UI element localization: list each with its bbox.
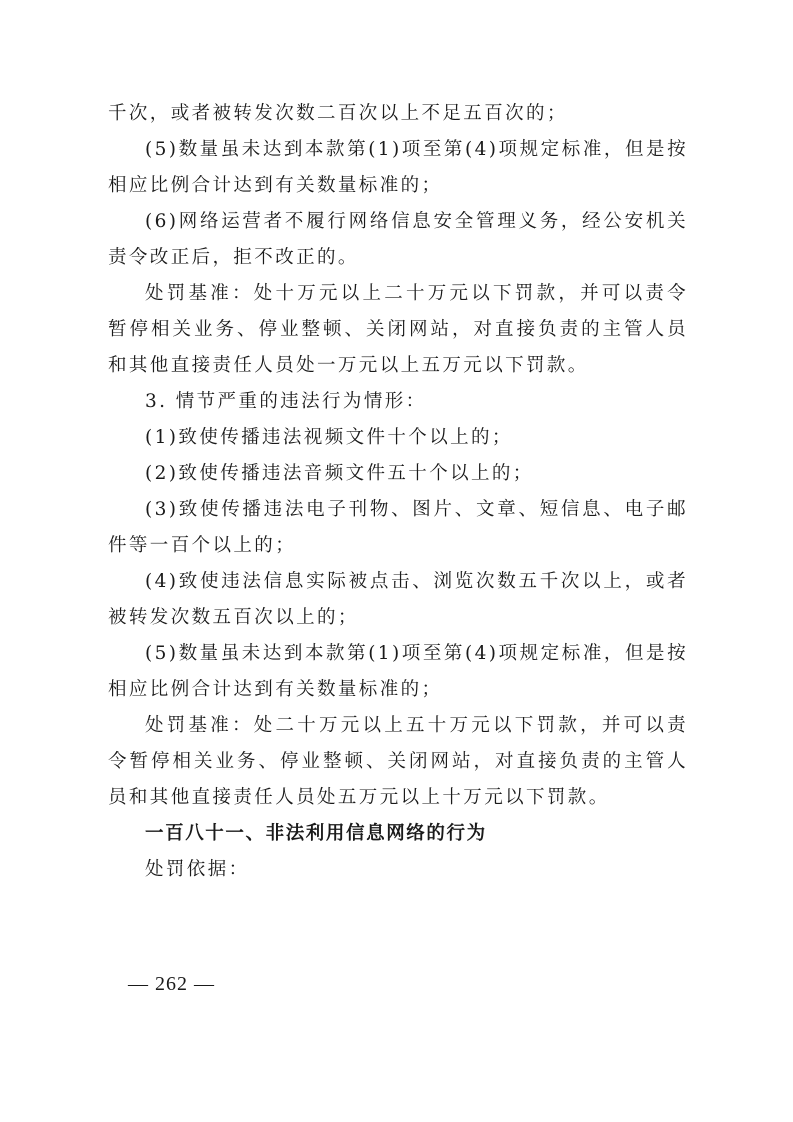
paragraph-item-5-standard: (5)数量虽未达到本款第(1)项至第(4)项规定标准，但是按相应比例合计达到有关数量标准的；: [108, 139, 688, 196]
paragraph-serious-cases-title: 3. 情节严重的违法行为情形：: [145, 391, 427, 412]
paragraph-serious-item-4: (4)致使违法信息实际被点击、浏览次数五千次以上，或者被转发次数五百次以上的；: [108, 571, 688, 628]
paragraph-serious-item-3: (3)致使传播违法电子刊物、图片、文章、短信息、电子邮件等一百个以上的；: [108, 499, 688, 556]
paragraph-serious-item-2: (2)致使传播违法音频文件五十个以上的；: [145, 463, 534, 484]
page-number: — 262 —: [128, 973, 215, 995]
paragraph-serious-item-1: (1)致使传播违法视频文件十个以上的；: [145, 427, 513, 448]
document-body: [108, 96, 688, 888]
paragraph-penalty-basis-serious: 处罚基准：处二十万元以上五十万元以下罚款，并可以责令暂停相关业务、停业整顿、关闭网站，对直接负责的主管人员和其他直接责任人员处五万元以上十万元以下罚款。: [108, 715, 688, 808]
paragraph-continuation: 千次，或者被转发次数二百次以上不足五百次的；: [108, 103, 568, 124]
basis-label: 处罚依据：: [145, 859, 250, 880]
section-heading: 一百八十一、非法利用信息网络的行为: [145, 823, 487, 844]
paragraph-serious-item-5: (5)数量虽未达到本款第(1)项至第(4)项规定标准，但是按相应比例合计达到有关数量标准的；: [108, 643, 688, 700]
paragraph-item-6: (6)网络运营者不履行网络信息安全管理义务，经公安机关责令改正后，拒不改正的。: [108, 211, 688, 268]
paragraph-penalty-basis-general: 处罚基准：处十万元以上二十万元以下罚款，并可以责令暂停相关业务、停业整顿、关闭网站，对直接负责的主管人员和其他直接责任人员处一万元以上五万元以下罚款。: [108, 283, 688, 376]
